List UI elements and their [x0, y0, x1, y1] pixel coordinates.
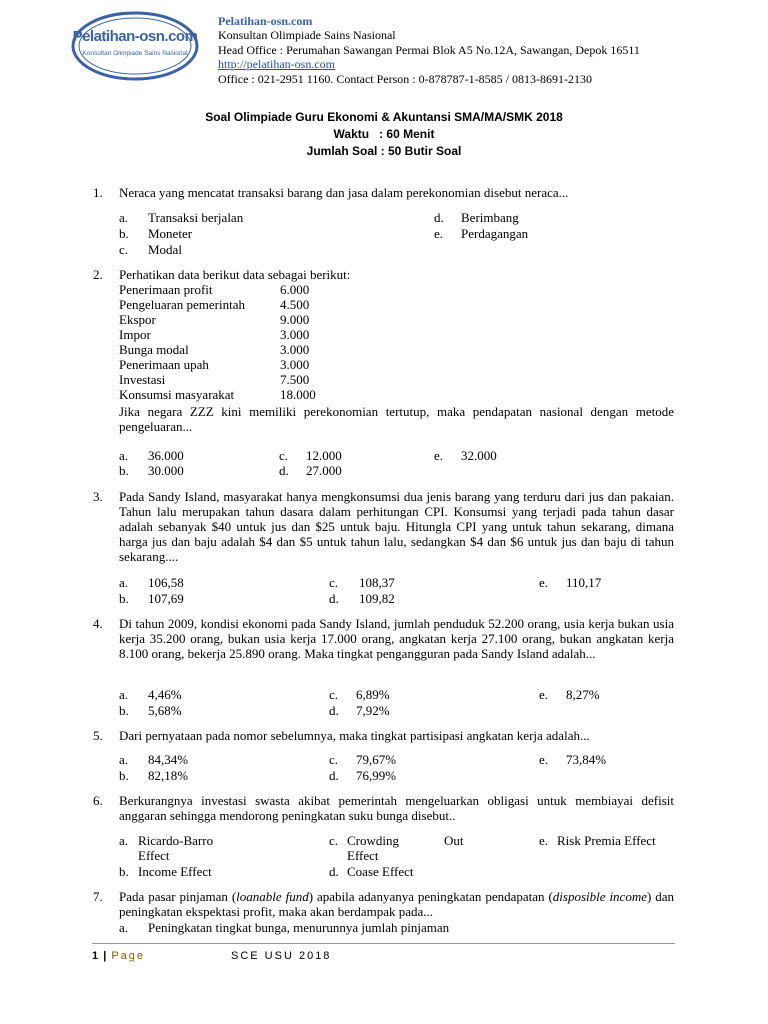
question-number: 2. [93, 267, 103, 282]
question-number: 5. [93, 728, 103, 743]
question-text: Berkurangnya investasi swasta akibat pemerintah mengeluarkan obligasi untuk membiayai defisit anggaran sehingga mendorong peningkatan suku bunga disebut.. [119, 793, 674, 823]
question-text: Jika negara ZZZ kini memiliki perekonomian tertutup, maka pendapatan nasional dengan metode pengeluaran... [119, 404, 674, 434]
question-number: 6. [93, 793, 103, 808]
table-row-label: Impor [119, 327, 151, 342]
option-c: c. Crowding [329, 833, 399, 848]
option-a: a. 36.000 [119, 448, 184, 463]
option-d: d. 109,82 [329, 591, 395, 606]
question-text: Neraca yang mencatat transaksi barang dan jasa dalam perekonomian disebut neraca... [119, 185, 569, 200]
table-row-value: 7.500 [280, 372, 310, 387]
question-text: Pada Sandy Island, masyarakat hanya mengkonsumsi dua jenis barang yang terduru dari jus dan pakaian. Tahun lalu merupakan tahun dasara dalam perhitungan CPI. Konsumsi yang terjadi pada tahun dasar adalah sebanyak $40 untuk jus dan $25 untuk baju. Hitungla CPI yang untuk tahun sekarang, dimana harga jus dan baju adalah $4 dan $5 untuk tahun lalu, sedangkan $4 dan $6 untuk jus dan baju di tahun sekarang.... [119, 489, 674, 564]
table-row-label: Bunga modal [119, 342, 189, 357]
header-org: Konsultan Olimpiade Sains Nasional [218, 28, 396, 42]
option-e: e. 110,17 [539, 575, 602, 590]
option-d: d. Coase Effect [329, 864, 414, 879]
option-d: d. 7,92% [329, 703, 390, 718]
header-url-link[interactable]: http://pelatihan-osn.com [218, 57, 335, 71]
table-row-label: Penerimaan profit [119, 282, 213, 297]
table-row-value: 3.000 [280, 357, 310, 372]
option-b: b. 30.000 [119, 463, 184, 478]
italic-term: disposible income [552, 889, 647, 904]
logo [70, 10, 200, 82]
table-row-label: Ekspor [119, 312, 156, 327]
table-row-value: 4.500 [280, 297, 310, 312]
option-a: a. Transaksi berjalan [119, 210, 244, 225]
question-number: 4. [93, 616, 103, 631]
footer-divider [92, 943, 675, 944]
option-c-continued: Effect [347, 848, 379, 863]
option-a: a. 4,46% [119, 687, 182, 702]
option-b: b. 107,69 [119, 591, 184, 606]
page-label: Page [111, 950, 146, 962]
question-number: 3. [93, 489, 103, 504]
logo-text: Pelatihan-osn.com [72, 28, 198, 45]
document-title: Soal Olimpiade Guru Ekonomi & Akuntansi SMA/MA/SMK 2018 [205, 110, 563, 124]
page-number: 1 [92, 950, 99, 962]
italic-term: loanable fund [236, 889, 309, 904]
option-e: e. 32.000 [434, 448, 497, 463]
question-number: 7. [93, 889, 103, 904]
option-a: a. 84,34% [119, 752, 189, 767]
option-a-continued: Effect [138, 848, 170, 863]
option-d: d. 27.000 [279, 463, 342, 478]
option-b: b. 82,18% [119, 768, 189, 783]
page-footer [92, 950, 145, 962]
question-text: Di tahun 2009, kondisi ekonomi pada Sandy Island, jumlah penduduk 52.200 orang, usia kerja bukan usia kerja 35.200 orang, bukan usia kerja 17.000 orang, angkatan kerja 27.100 orang, bukan angkatan kerja 8.100 orang, bekerja 25.890 orang. Maka tingkat pengangguran pada Sandy Island adalah... [119, 616, 674, 661]
footer-event: SCE USU 2018 [231, 950, 332, 962]
logo-subtitle: Konsultan Olimpiade Sains Nasional [82, 50, 188, 57]
table-row-value: 3.000 [280, 327, 310, 342]
option-d: d. 76,99% [329, 768, 397, 783]
option-c: c. 79,67% [329, 752, 397, 767]
option-c: c. 6,89% [329, 687, 390, 702]
option-b: b. Income Effect [119, 864, 212, 879]
option-a: a. Ricardo-Barro [119, 833, 214, 848]
header-site: Pelatihan-osn.com [218, 14, 313, 28]
option-c: c. 12.000 [279, 448, 342, 463]
option-a: a. Peningkatan tingkat bunga, menurunnya jumlah pinjaman [119, 920, 450, 935]
option-a: a. 106,58 [119, 575, 184, 590]
footer-separator: | [103, 950, 107, 962]
document-time: Waktu : 60 Menit [333, 127, 435, 141]
table-row-label: Pengeluaran pemerintah [119, 297, 245, 312]
option-b: b. 5,68% [119, 703, 182, 718]
document-count: Jumlah Soal : 50 Butir Soal [306, 144, 462, 158]
option-d: d. Berimbang [434, 210, 519, 225]
question-text: Dari pernyataan pada nomor sebelumnya, maka tingkat partisipasi angkatan kerja adalah... [119, 728, 590, 743]
question-text: Pada pasar pinjaman (loanable fund) apabila adanyanya peningkatan pendapatan (disposible income) dan peningkatan ekspektasi profit, maka akan berdampak pada... [119, 889, 675, 919]
logo-ellipse-icon [70, 10, 200, 82]
option-e: e. Perdagangan [434, 226, 529, 241]
header-address: Head Office : Perumahan Sawangan Permai Blok A5 No.12A, Sawangan, Depok 16511 [218, 43, 640, 57]
header-contact: Office : 021-2951 1160. Contact Person : 0-878787-1-8585 / 0813-8691-2130 [218, 72, 592, 86]
option-c: c. Modal [119, 242, 182, 257]
question-number: 1. [93, 185, 103, 200]
table-row-value: 3.000 [280, 342, 310, 357]
option-e: e. Risk Premia Effect [539, 833, 656, 848]
table-row-value: 9.000 [280, 312, 310, 327]
option-c: c. 108,37 [329, 575, 395, 590]
table-row-value: 18.000 [280, 387, 316, 402]
question-intro: Perhatikan data berikut data sebagai berikut: [119, 267, 351, 282]
table-row-label: Investasi [119, 372, 166, 387]
table-row-label: Konsumsi masyarakat [119, 387, 235, 402]
option-c-word: Out [444, 833, 464, 848]
option-e: e. 73,84% [539, 752, 607, 767]
table-row-value: 6.000 [280, 282, 310, 297]
option-e: e. 8,27% [539, 687, 600, 702]
option-b: b. Moneter [119, 226, 193, 241]
table-row-label: Penerimaan upah [119, 357, 209, 372]
